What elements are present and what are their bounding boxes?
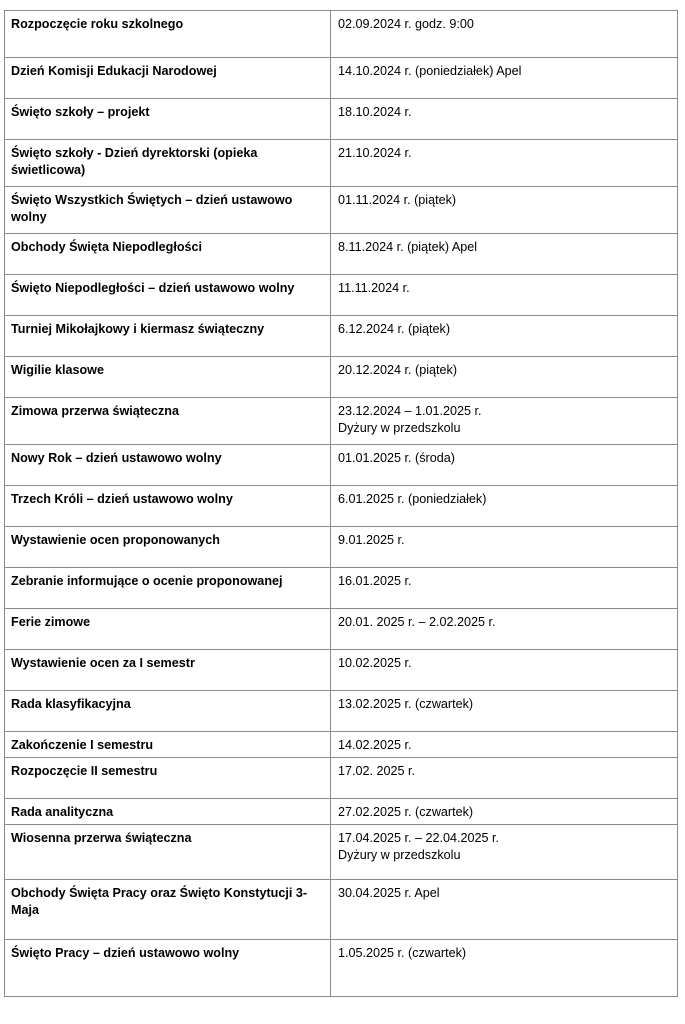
event-date: 17.02. 2025 r. [338, 764, 416, 778]
event-date: 16.01.2025 r. [338, 574, 412, 588]
event-date: 8.11.2024 r. (piątek) Apel [338, 240, 478, 254]
event-date-cell [331, 527, 678, 568]
event-date: 13.02.2025 r. (czwartek) [338, 697, 474, 711]
event-date: 6.12.2024 r. (piątek) [338, 322, 451, 336]
table-row [5, 187, 678, 234]
event-name-cell: Obchody Święta Niepodległości [5, 234, 331, 275]
event-name-cell: Zakończenie I semestru [5, 732, 331, 758]
event-date-cell [331, 486, 678, 527]
event-date-cell [331, 799, 678, 825]
table-row [5, 275, 678, 316]
event-date: 6.01.2025 r. (poniedziałek) [338, 492, 487, 506]
event-date: 14.10.2024 r. (poniedziałek) Apel [338, 64, 522, 78]
table-row [5, 825, 678, 880]
event-name-cell: Zebranie informujące o ocenie proponowanej [5, 568, 331, 609]
event-date: 01.11.2024 r. (piątek) [338, 193, 457, 207]
event-date: 14.02.2025 r. [338, 738, 412, 752]
event-date: 17.04.2025 r. – 22.04.2025 r. [338, 831, 500, 845]
event-date: 11.11.2024 r. [338, 281, 410, 295]
event-name-cell: Zimowa przerwa świąteczna [5, 398, 331, 445]
event-date-cell [331, 691, 678, 732]
event-date-cell [331, 398, 678, 445]
event-name-cell: Wiosenna przerwa świąteczna [5, 825, 331, 880]
table-row [5, 799, 678, 825]
table-row [5, 398, 678, 445]
event-name-cell: Nowy Rok – dzień ustawowo wolny [5, 445, 331, 486]
event-date-cell [331, 445, 678, 486]
table-row [5, 527, 678, 568]
table-row [5, 880, 678, 940]
table-row [5, 732, 678, 758]
table-row [5, 609, 678, 650]
table-row [5, 11, 678, 58]
event-date-note: Dyżury w przedszkolu [338, 848, 461, 862]
event-date: 23.12.2024 – 1.01.2025 r. [338, 404, 482, 418]
table-row [5, 234, 678, 275]
event-name-cell: Wystawienie ocen proponowanych [5, 527, 331, 568]
event-date-cell [331, 140, 678, 187]
event-date-cell [331, 880, 678, 940]
event-date-cell [331, 568, 678, 609]
event-date: 18.10.2024 r. [338, 105, 412, 119]
table-row [5, 58, 678, 99]
event-name-cell: Turniej Mikołajkowy i kiermasz świąteczny [5, 316, 331, 357]
event-date-cell [331, 99, 678, 140]
event-date-cell [331, 732, 678, 758]
event-date: 10.02.2025 r. [338, 656, 412, 670]
event-date-cell [331, 357, 678, 398]
event-name-cell: Rozpoczęcie II semestru [5, 758, 331, 799]
event-name-cell: Święto Niepodległości – dzień ustawowo wolny [5, 275, 331, 316]
table-row [5, 99, 678, 140]
table-row [5, 940, 678, 997]
school-calendar-table [4, 10, 678, 997]
event-date-cell [331, 11, 678, 58]
event-name-cell: Obchody Święta Pracy oraz Święto Konstytucji 3-Maja [5, 880, 331, 940]
table-row [5, 316, 678, 357]
event-date: 01.01.2025 r. (środa) [338, 451, 455, 465]
table-row [5, 691, 678, 732]
event-name-cell: Rozpoczęcie roku szkolnego [5, 11, 331, 58]
event-name-cell: Święto Wszystkich Świętych – dzień ustawowo wolny [5, 187, 331, 234]
event-date: 20.01. 2025 r. – 2.02.2025 r. [338, 615, 496, 629]
event-date: 9.01.2025 r. [338, 533, 405, 547]
event-date-cell [331, 609, 678, 650]
event-name-cell: Wystawienie ocen za I semestr [5, 650, 331, 691]
event-date: 30.04.2025 r. Apel [338, 886, 440, 900]
event-date: 1.05.2025 r. (czwartek) [338, 946, 467, 960]
event-name-cell: Święto szkoły - Dzień dyrektorski (opieka świetlicowa) [5, 140, 331, 187]
event-date: 02.09.2024 r. godz. 9:00 [338, 17, 474, 31]
event-name-cell: Święto Pracy – dzień ustawowo wolny [5, 940, 331, 997]
event-date-cell [331, 187, 678, 234]
event-name-cell: Dzień Komisji Edukacji Narodowej [5, 58, 331, 99]
event-name-cell: Wigilie klasowe [5, 357, 331, 398]
table-row [5, 486, 678, 527]
calendar-body [5, 11, 678, 997]
event-date: 27.02.2025 r. (czwartek) [338, 805, 474, 819]
table-row [5, 140, 678, 187]
event-date-cell [331, 650, 678, 691]
event-date: 21.10.2024 r. [338, 146, 412, 160]
event-name-cell: Ferie zimowe [5, 609, 331, 650]
event-name-cell: Rada klasyfikacyjna [5, 691, 331, 732]
event-date: 20.12.2024 r. (piątek) [338, 363, 458, 377]
event-name-cell: Rada analityczna [5, 799, 331, 825]
table-row [5, 445, 678, 486]
event-date-cell [331, 758, 678, 799]
event-date-cell [331, 58, 678, 99]
table-row [5, 568, 678, 609]
table-row [5, 650, 678, 691]
event-date-cell [331, 825, 678, 880]
event-date-cell [331, 940, 678, 997]
event-date-cell [331, 275, 678, 316]
event-name-cell: Trzech Króli – dzień ustawowo wolny [5, 486, 331, 527]
table-row [5, 357, 678, 398]
event-date-cell [331, 316, 678, 357]
event-date-note: Dyżury w przedszkolu [338, 421, 461, 435]
table-row [5, 758, 678, 799]
event-date-cell [331, 234, 678, 275]
event-name-cell: Święto szkoły – projekt [5, 99, 331, 140]
